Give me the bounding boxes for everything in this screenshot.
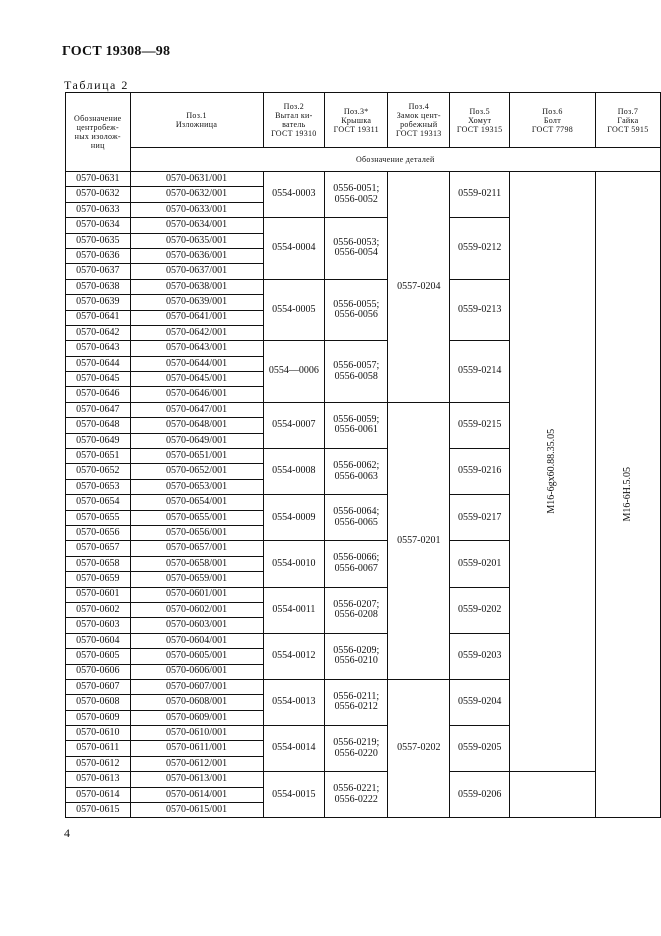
cell-line: Крышка	[341, 115, 372, 125]
pos2-cell: 0554-0010	[263, 541, 325, 587]
pos4-cell: 0557-0201	[388, 402, 450, 679]
pos1-cell: 0570-0659/001	[130, 572, 263, 587]
pos1-cell: 0570-0656/001	[130, 525, 263, 540]
designation-cell: 0570-0633	[66, 202, 131, 217]
header-pos2	[263, 93, 325, 148]
designation-cell: 0570-0658	[66, 556, 131, 571]
pos1-cell: 0570-0648/001	[130, 418, 263, 433]
pos4-cell: 0557-0204	[388, 172, 450, 403]
cell-line: центробеж-	[76, 123, 119, 132]
designation-cell: 0570-0606	[66, 664, 131, 679]
pos1-cell: 0570-0647/001	[130, 402, 263, 417]
pos5-cell: 0559-0204	[450, 679, 510, 725]
pos1-cell: 0570-0643/001	[130, 341, 263, 356]
pos3-cell	[325, 726, 388, 772]
pos1-cell: 0570-0654/001	[130, 495, 263, 510]
pos2-cell: 0554-0007	[263, 402, 325, 448]
pos1-cell: 0570-0646/001	[130, 387, 263, 402]
pos3-cell	[325, 449, 388, 495]
pos1-cell: 0570-0604/001	[130, 633, 263, 648]
pos1-cell: 0570-0613/001	[130, 772, 263, 787]
parts-table	[65, 92, 661, 818]
pos1-cell: 0570-0612/001	[130, 756, 263, 771]
cell-line: ниц	[90, 141, 105, 150]
cell-line: 0556-0210	[334, 655, 378, 667]
pos5-cell: 0559-0216	[450, 449, 510, 495]
pos5-cell: 0559-0217	[450, 495, 510, 541]
pos3-cell	[325, 541, 388, 587]
pos1-cell: 0570-0638/001	[130, 279, 263, 294]
pos3-cell	[325, 679, 388, 725]
cell-line: 0556-0061	[334, 424, 378, 436]
pos7-vertical-text: M16-6H.5.05	[621, 467, 633, 522]
pos5-cell: 0559-0206	[450, 772, 510, 818]
designation-cell: 0570-0652	[66, 464, 131, 479]
cell-line: Поз.5	[469, 106, 490, 116]
designation-cell: 0570-0602	[66, 602, 131, 617]
pos1-cell: 0570-0635/001	[130, 233, 263, 248]
pos2-cell: 0554—0006	[263, 341, 325, 403]
cell-line: 0556-0053;	[333, 236, 380, 248]
pos3-cell	[325, 772, 388, 818]
cell-line: Гайка	[617, 115, 639, 125]
designation-cell: 0570-0639	[66, 295, 131, 310]
pos2-cell: 0554-0003	[263, 172, 325, 218]
pos1-cell: 0570-0641/001	[130, 310, 263, 325]
pos1-cell: 0570-0637/001	[130, 264, 263, 279]
pos1-cell: 0570-0607/001	[130, 679, 263, 694]
designation-cell: 0570-0634	[66, 218, 131, 233]
pos5-cell: 0559-0214	[450, 341, 510, 403]
pos6-cell-tail	[510, 772, 596, 818]
pos5-cell: 0559-0201	[450, 541, 510, 587]
cell-line: 0556-0055;	[333, 298, 380, 310]
pos6-cell	[510, 172, 596, 772]
pos1-cell: 0570-0649/001	[130, 433, 263, 448]
cell-line: Изложница	[175, 120, 218, 129]
header-pos3	[325, 93, 388, 148]
cell-line: ГОСТ 19310	[271, 129, 317, 138]
cell-line: ГОСТ 5915	[607, 124, 649, 134]
designation-cell: 0570-0613	[66, 772, 131, 787]
designation-cell: 0570-0635	[66, 233, 131, 248]
pos1-cell: 0570-0615/001	[130, 803, 263, 818]
designation-cell: 0570-0609	[66, 710, 131, 725]
designation-cell: 0570-0643	[66, 341, 131, 356]
cell-line: ГОСТ 19313	[396, 129, 442, 138]
pos1-cell: 0570-0603/001	[130, 618, 263, 633]
pos1-cell: 0570-0636/001	[130, 248, 263, 263]
pos5-cell: 0559-0213	[450, 279, 510, 341]
pos1-cell: 0570-0645/001	[130, 372, 263, 387]
cell-line: Обозначение	[74, 114, 122, 123]
cell-line: ГОСТ 7798	[531, 124, 574, 134]
cell-line: 0556-0051;	[333, 183, 380, 195]
pos2-cell: 0554-0014	[263, 726, 325, 772]
designation-cell: 0570-0647	[66, 402, 131, 417]
header-parts-designation: Обозначение деталей	[130, 148, 660, 172]
designation-cell: 0570-0614	[66, 787, 131, 802]
pos1-cell: 0570-0658/001	[130, 556, 263, 571]
pos3-cell	[325, 172, 388, 218]
header-pos1	[130, 93, 263, 148]
cell-line: 0556-0208	[334, 609, 378, 621]
pos3-cell	[325, 633, 388, 679]
cell-line: ГОСТ 19311	[333, 124, 379, 134]
pos5-cell: 0559-0202	[450, 587, 510, 633]
designation-cell: 0570-0603	[66, 618, 131, 633]
designation-cell: 0570-0653	[66, 479, 131, 494]
pos5-cell: 0559-0211	[450, 172, 510, 218]
cell-line: 0556-0065	[334, 516, 378, 528]
cell-line: 0556-0219;	[333, 737, 380, 749]
designation-cell: 0570-0646	[66, 387, 131, 402]
cell-line: Поз.7	[617, 106, 639, 116]
designation-cell: 0570-0642	[66, 325, 131, 340]
pos2-cell: 0554-0005	[263, 279, 325, 341]
cell-line: 0556-0052	[334, 193, 378, 205]
pos1-cell: 0570-0651/001	[130, 449, 263, 464]
pos4-cell: 0557-0202	[388, 679, 450, 818]
designation-cell: 0570-0644	[66, 356, 131, 371]
document-title: ГОСТ 19308—98	[62, 44, 171, 59]
cell-line: 0556-0211;	[333, 690, 380, 702]
designation-cell: 0570-0607	[66, 679, 131, 694]
pos2-cell: 0554-0008	[263, 449, 325, 495]
pos1-cell: 0570-0608/001	[130, 695, 263, 710]
pos1-cell: 0570-0606/001	[130, 664, 263, 679]
designation-cell: 0570-0612	[66, 756, 131, 771]
pos2-cell: 0554-0011	[263, 587, 325, 633]
pos5-cell: 0559-0212	[450, 218, 510, 280]
cell-line: Поз.6	[542, 106, 563, 116]
cell-line: 0556-0212	[334, 701, 378, 713]
designation-cell: 0570-0657	[66, 541, 131, 556]
cell-line: ватель	[282, 120, 306, 129]
pos3-cell	[325, 341, 388, 403]
table-row	[66, 772, 661, 787]
designation-cell: 0570-0611	[66, 741, 131, 756]
cell-line: 0556-0058	[334, 370, 378, 382]
cell-line: 0556-0067	[334, 562, 378, 574]
pos1-cell: 0570-0642/001	[130, 325, 263, 340]
cell-line: 0556-0054	[334, 247, 378, 259]
cell-line: 0556-0220	[334, 747, 378, 759]
designation-cell: 0570-0651	[66, 449, 131, 464]
pos1-cell: 0570-0614/001	[130, 787, 263, 802]
pos7-cell	[595, 172, 660, 818]
pos1-cell: 0570-0632/001	[130, 187, 263, 202]
cell-line: Поз.4	[408, 102, 429, 111]
pos2-cell: 0554-0004	[263, 218, 325, 280]
cell-line: 0556-0059;	[333, 413, 380, 425]
pos1-cell: 0570-0644/001	[130, 356, 263, 371]
pos1-cell: 0570-0652/001	[130, 464, 263, 479]
cell-line: Поз.2	[283, 102, 305, 111]
designation-cell: 0570-0654	[66, 495, 131, 510]
pos1-cell: 0570-0611/001	[130, 741, 263, 756]
cell-line: Хомут	[468, 115, 492, 125]
pos1-cell: 0570-0657/001	[130, 541, 263, 556]
designation-cell: 0570-0636	[66, 248, 131, 263]
cell-line: 0556-0207;	[333, 598, 380, 610]
cell-line: Поз.3*	[343, 106, 369, 116]
designation-cell: 0570-0637	[66, 264, 131, 279]
table-row	[66, 172, 661, 187]
pos2-cell: 0554-0013	[263, 679, 325, 725]
designation-cell: 0570-0605	[66, 649, 131, 664]
pos2-cell: 0554-0015	[263, 772, 325, 818]
pos3-cell	[325, 402, 388, 448]
designation-cell: 0570-0608	[66, 695, 131, 710]
pos1-cell: 0570-0610/001	[130, 726, 263, 741]
designation-cell: 0570-0641	[66, 310, 131, 325]
pos2-cell: 0554-0009	[263, 495, 325, 541]
cell-line: 0556-0062;	[333, 460, 380, 472]
designation-cell: 0570-0659	[66, 572, 131, 587]
pos1-cell: 0570-0631/001	[130, 172, 263, 187]
pos3-cell	[325, 218, 388, 280]
pos1-cell: 0570-0655/001	[130, 510, 263, 525]
cell-line: Замок цент-	[396, 111, 441, 120]
page-number: 4	[64, 826, 70, 840]
pos5-cell: 0559-0215	[450, 402, 510, 448]
designation-cell: 0570-0610	[66, 726, 131, 741]
designation-cell: 0570-0632	[66, 187, 131, 202]
pos1-cell: 0570-0602/001	[130, 602, 263, 617]
pos6-vertical-text: M16-6gх60.88.35.05	[546, 429, 558, 514]
pos1-cell: 0570-0633/001	[130, 202, 263, 217]
cell-line: Болт	[543, 115, 562, 125]
cell-line: 0556-0221;	[333, 783, 380, 795]
designation-cell: 0570-0601	[66, 587, 131, 602]
cell-line: 0556-0057;	[333, 360, 380, 372]
cell-line: робежный	[400, 120, 438, 129]
cell-line: Поз.1	[186, 111, 207, 120]
pos1-cell: 0570-0601/001	[130, 587, 263, 602]
designation-cell: 0570-0604	[66, 633, 131, 648]
header-pos6	[510, 93, 596, 148]
cell-line: ГОСТ 19315	[456, 124, 503, 134]
pos3-cell	[325, 587, 388, 633]
cell-line: 0556-0222	[334, 793, 378, 805]
cell-line: 0556-0064;	[333, 506, 380, 518]
designation-cell: 0570-0648	[66, 418, 131, 433]
cell-line: ных изолож-	[74, 132, 121, 141]
pos5-cell: 0559-0203	[450, 633, 510, 679]
pos3-cell	[325, 279, 388, 341]
cell-line: Вытал ки-	[275, 111, 313, 120]
pos2-cell: 0554-0012	[263, 633, 325, 679]
header-pos5	[450, 93, 510, 148]
designation-cell: 0570-0631	[66, 172, 131, 187]
designation-cell: 0570-0649	[66, 433, 131, 448]
designation-cell: 0570-0638	[66, 279, 131, 294]
pos3-cell	[325, 495, 388, 541]
cell-line: 0556-0209;	[333, 644, 380, 656]
pos1-cell: 0570-0634/001	[130, 218, 263, 233]
pos1-cell: 0570-0605/001	[130, 649, 263, 664]
cell-line: 0556-0056	[334, 309, 378, 321]
table-caption: Таблица 2	[64, 78, 129, 92]
header-designation	[66, 93, 131, 172]
pos1-cell: 0570-0653/001	[130, 479, 263, 494]
pos5-cell: 0559-0205	[450, 726, 510, 772]
cell-line: 0556-0063	[334, 470, 378, 482]
cell-line: 0556-0066;	[333, 552, 380, 564]
designation-cell: 0570-0656	[66, 525, 131, 540]
pos1-cell: 0570-0639/001	[130, 295, 263, 310]
designation-cell: 0570-0655	[66, 510, 131, 525]
header-pos4	[388, 93, 450, 148]
designation-cell: 0570-0615	[66, 803, 131, 818]
header-pos7	[595, 93, 660, 148]
designation-cell: 0570-0645	[66, 372, 131, 387]
pos1-cell: 0570-0609/001	[130, 710, 263, 725]
